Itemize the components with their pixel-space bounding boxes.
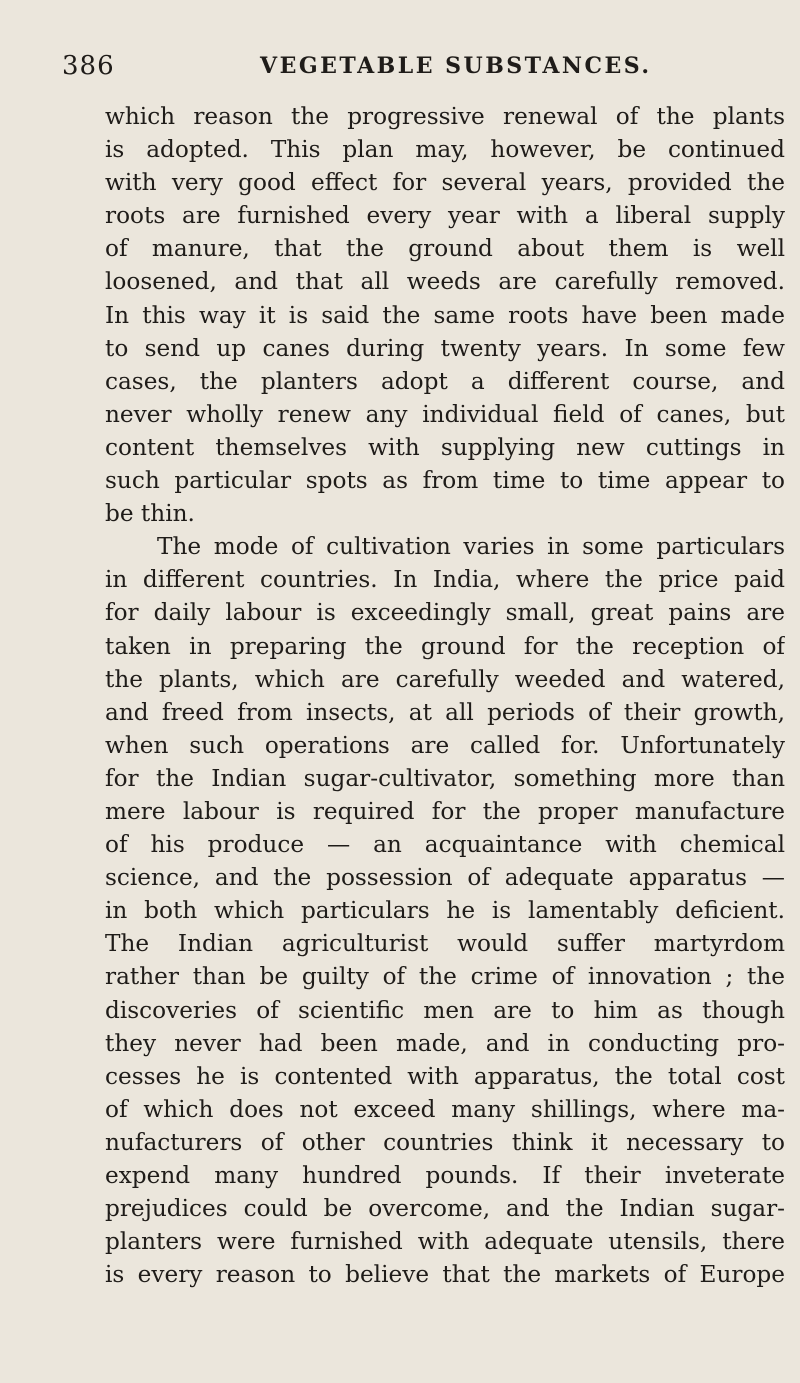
text-line: in both which particulars he is lamentably deficient. [105,897,785,925]
text-line: of manure, that the ground about them is well [105,235,785,263]
text-line: of his produce — an acquaintance with chemical [105,831,785,859]
running-head: VEGETABLE SUBSTANCES. [260,53,652,79]
text-line: discoveries of scientific men are to him as though [105,996,785,1024]
text-line: never wholly renew any individual field of canes, but [105,400,785,428]
text-line: in different countries. In India, where the price paid [105,566,785,594]
text-line: planters were furnished with adequate utensils, there [105,1228,785,1256]
text-line: they never had been made, and in conducting pro- [105,1029,785,1057]
page-header [62,46,762,86]
text-line: of which does not exceed many shillings, where ma- [105,1095,785,1123]
text-line: to send up canes during twenty years. In some few [105,334,785,362]
text-line: for daily labour is exceedingly small, great pains are [105,599,785,627]
text-line: prejudices could be overcome, and the Indian sugar- [105,1195,785,1223]
text-line: nufacturers of other countries think it necessary to [105,1128,785,1156]
text-line: cases, the planters adopt a different course, and [105,367,785,395]
text-line: expend many hundred pounds. If their inveterate [105,1162,785,1189]
text-line: which reason the progressive renewal of the plants [105,103,785,130]
text-line: loosened, and that all weeds are carefully removed. [105,268,785,296]
text-line: is every reason to believe that the markets of Europe [105,1261,785,1289]
text-line: roots are furnished every year with a liberal supply [105,202,785,230]
text-line: The Indian agriculturist would suffer martyrdom [105,930,785,958]
text-line: the plants, which are carefully weeded and watered, [105,665,785,693]
text-line: rather than be guilty of the crime of innovation ; the [105,963,785,991]
text-line: is adopted. This plan may, however, be continued [105,136,785,164]
text-line: with very good effect for several years, provided the [105,169,785,197]
text-line: for the Indian sugar-cultivator, something more than [105,764,785,792]
text-line: In this way it is said the same roots have been made [105,301,785,329]
text-line: content themselves with supplying new cuttings in [105,433,785,461]
text-line: be thin. [105,500,195,528]
text-line: when such operations are called for. Unfortunately [105,731,785,759]
text-line: science, and the possession of adequate apparatus — [105,864,785,892]
page-number: 386 [62,51,115,81]
text-line: mere labour is required for the proper manufacture [105,797,785,825]
body-text [105,100,785,1291]
text-line: and freed from insects, at all periods of their growth, [105,698,785,726]
paragraph-start-line: The mode of cultivation varies in some particulars [157,533,785,561]
text-line: cesses he is contented with apparatus, the total cost [105,1062,785,1090]
text-line: taken in preparing the ground for the reception of [105,632,785,660]
text-line: such particular spots as from time to time appear to [105,467,785,495]
